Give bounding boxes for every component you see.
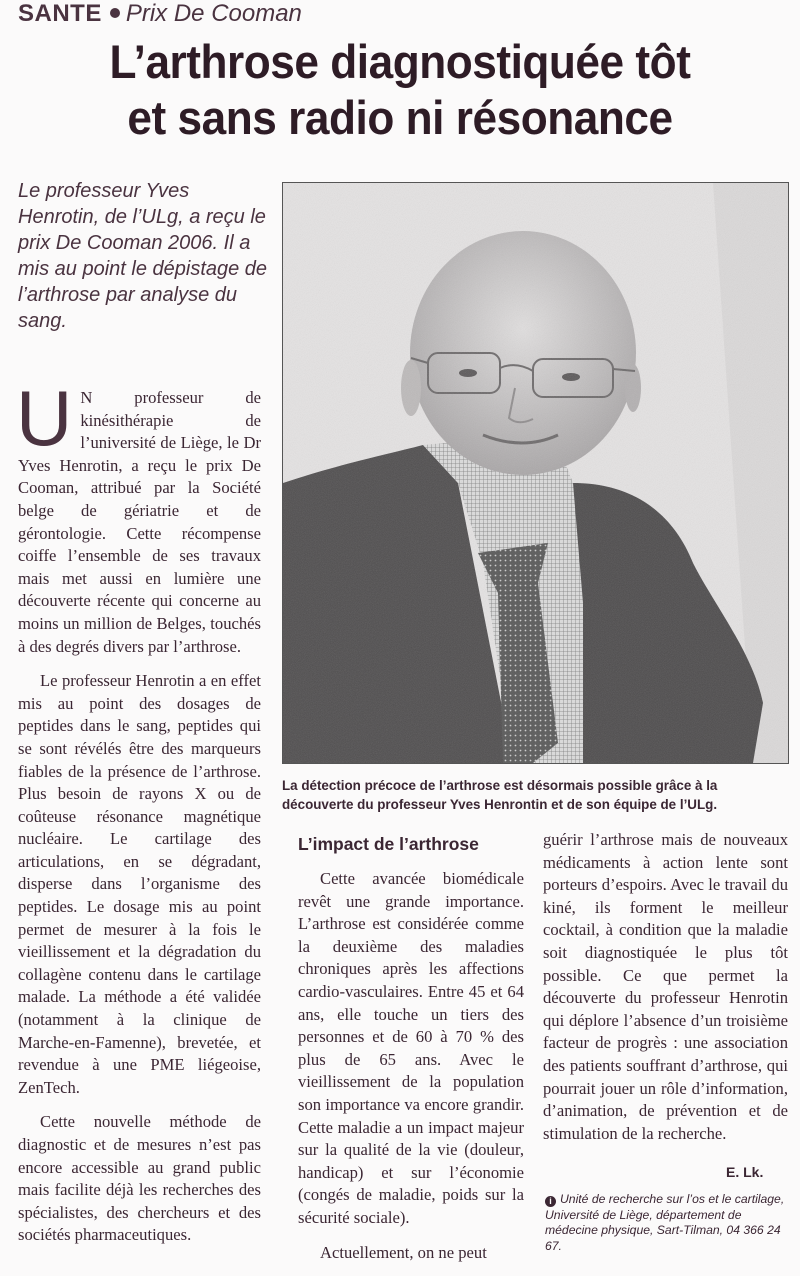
article-column-2 — [298, 868, 524, 1276]
paragraph: guérir l’arthrose mais de nouveaux médicaments à action lente sont porteurs d’espoirs. Avec le travail du kiné, ils forment le meilleur cocktail, à condition que la maladie soit diagnostiquée le plus tôt possible. Ce que permet la découverte du professeur Henrotin qui déplore l’absence d’un troisième facteur de progrès : une association des patients souffrant d’arthrose, qui pourrait jouer un rôle d’information, d’animation, de prévention et de stimulation de la recherche. — [543, 830, 788, 1143]
info-box — [545, 1192, 785, 1254]
paragraph — [16, 374, 261, 658]
paragraph: Cette avancée biomédicale revêt une grande importance. L’arthrose est considérée comme la deuxième des maladies chroniques après les affections cardio-vasculaires. Entre 45 et 64 ans, elle touche un tiers des personnes et de 60 à 70 % des plus de 65 ans. Avec le vieillissement de la population son importance va encore grandir. Cette maladie a un impact majeur sur la qualité de la vie (douleur, handicap) et sur l’économie (congés de maladie, poids sur la sécurité sociale). — [298, 869, 524, 1227]
photo-caption: La détection précoce de l’arthrose est désormais possible grâce à la découverte du professeur Yves Henrontin et de son équipe de l’ULg. — [282, 778, 718, 812]
article-column-3 — [543, 829, 788, 1157]
section-topic: Prix De Cooman — [125, 0, 302, 27]
paragraph: Actuellement, on ne peut — [320, 1242, 487, 1262]
bullet-dot-icon — [110, 8, 120, 18]
section-rubric: SANTE — [18, 0, 102, 27]
headline-line-1: L’arthrose diagnostiquée tôt — [109, 35, 691, 88]
author-byline: E. Lk. — [726, 1164, 764, 1180]
drop-cap: U — [16, 374, 73, 462]
headline — [24, 34, 776, 146]
portrait-photo — [282, 182, 789, 764]
section-kicker — [18, 0, 302, 28]
paragraph: Cette nouvelle méthode de diagnostic et de mesures n’est pas encore accessible au grand public mais facilite déjà les recherches des spécialistes, des chercheurs et des sociétés pharmaceutiques. — [18, 1112, 261, 1245]
paragraph-text: N professeur de kinésithérapie de l’université de Liège, le Dr Yves Henrotin, a reçu le prix De Cooman, attribué par la Société belge de gériatrie et de gérontologie. Cette récompense coiffe l’ensemble de ses travaux mais met aussi en lumière une découverte récente qui concerne au moins un million de Belges, touchés à des degrés divers par l’arthrose. — [18, 388, 261, 656]
headline-line-2: et sans radio ni résonance — [127, 91, 673, 144]
subheading: L’impact de l’arthrose — [298, 834, 479, 854]
lede-intro: Le professeur Yves Henrotin, de l’ULg, a reçu le prix De Cooman 2006. Il a mis au point le dépistage de l’arthrose par analyse du sang. — [18, 180, 268, 332]
portrait-image — [283, 183, 788, 763]
article-column-1 — [16, 374, 261, 1259]
paragraph: Le professeur Henrotin a en effet mis au point des dosages de peptides dans le sang, peptides qui se sont révélés être des marqueurs fiables de la présence de l’arthrose. Plus besoin de rayons X ou de coûteuse résonance magnétique nucléaire. Le cartilage des articulations, en se dégradant, disperse dans l’organisme des peptides. Le dosage mis au point permet de mesurer à la fois le vieillissement et la dégradation du collagène contenu dans le cartilage malade. La méthode a été validée (notamment à la clinique de Marche-en-Famenne), brevetée, et revendue à une PME liégeoise, ZenTech. — [18, 671, 261, 1097]
info-icon: i — [545, 1196, 556, 1207]
info-text: Unité de recherche sur l’os et le cartilage, Université de Liège, département de médecine physique, Sart-Tilman, 04 366 24 67. — [545, 1192, 785, 1253]
